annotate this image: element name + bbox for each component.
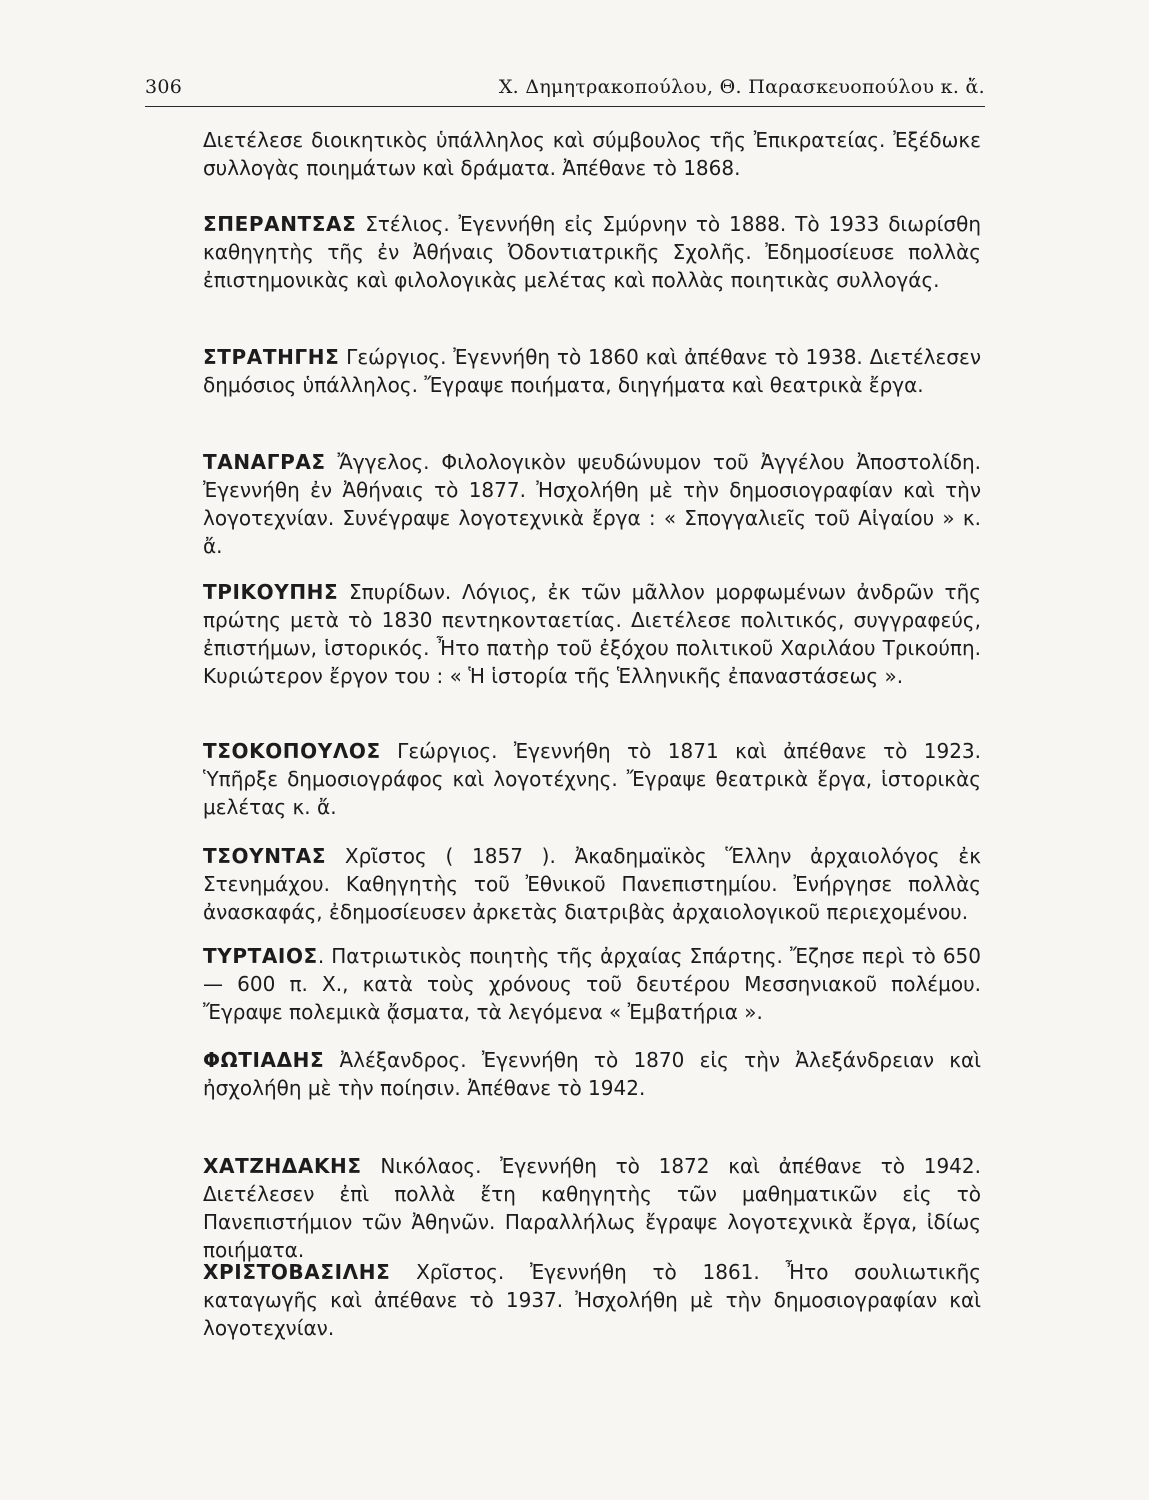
- entry-trikoupis: [203, 578, 981, 690]
- entry-name: ΣΤΡΑΤΗΓΗΣ: [203, 345, 340, 369]
- entry-text: Διετέλεσε διοικητικὸς ὑπάλληλος καὶ σύμβουλος τῆς Ἐπικρατείας. Ἐξέδωκε συλλογὰς ποιημάτων καὶ δράματα. Ἀπέθανε τὸ 1868.: [203, 128, 981, 180]
- page-number: 306: [145, 76, 183, 98]
- entry-text: Στέλιος. Ἐγεννήθη εἰς Σμύρνην τὸ 1888. Τὸ 1933 διωρίσθη καθηγητὴς τῆς ἐν Ἀθήναις Ὀδοντιατρικῆς Σχολῆς. Ἐδημοσίευσε πολλὰς ἐπιστημονικὰς καὶ φιλολογικὰς μελέτας καὶ πολλὰς ποιητικὰς συλλογάς.: [203, 212, 981, 292]
- entry-text: Χρῖστος. Ἐγεννήθη τὸ 1861. Ἦτο σουλιωτικῆς καταγωγῆς καὶ ἀπέθανε τὸ 1937. Ἠσχολήθη μὲ τὴν δημοσιογραφίαν καὶ λογοτεχνίαν.: [203, 1260, 981, 1340]
- entry-fotiadis: [203, 1046, 981, 1102]
- entry-text: . Πατριωτικὸς ποιητὴς τῆς ἀρχαίας Σπάρτης. Ἔζησε περὶ τὸ 650 — 600 π. Χ., κατὰ τοὺς χρόνους τοῦ δευτέρου Μεσσηνιακοῦ πολέμου. Ἔγραψε πολεμικὰ ᾄσματα, τὰ λεγόμενα « Ἐμβατήρια ».: [203, 944, 981, 1024]
- entry-text: Νικόλαος. Ἐγεννήθη τὸ 1872 καὶ ἀπέθανε τὸ 1942. Διετέλεσεν ἐπὶ πολλὰ ἔτη καθηγητὴς τῶν μαθηματικῶν εἰς τὸ Πανεπιστήμιον τῶν Ἀθηνῶν. Παραλλήλως ἔγραψε λογοτεχνικὰ ἔργα, ἰδίως ποιήματα.: [203, 1154, 981, 1262]
- entry-name: ΧΡΙΣΤΟΒΑΣΙΛΗΣ: [203, 1260, 391, 1284]
- entry-name: ΤΣΟΚΟΠΟΥΛΟΣ: [203, 739, 381, 763]
- entry-name: ΦΩΤΙΑΔΗΣ: [203, 1048, 325, 1072]
- entry-text: Χρῖστος ( 1857 ). Ἀκαδημαϊκὸς Ἕλλην ἀρχαιολόγος ἐκ Στενημάχου. Καθηγητὴς τοῦ Ἐθνικοῦ Πανεπιστημίου. Ἐνήργησε πολλὰς ἀνασκαφάς, ἐδημοσίευσεν ἀρκετὰς διατριβὰς ἀρχαιολογικοῦ περιεχομένου.: [203, 844, 981, 924]
- entry-text: Γεώργιος. Ἐγεννήθη τὸ 1871 καὶ ἀπέθανε τὸ 1923. Ὑπῆρξε δημοσιογράφος καὶ λογοτέχνης. Ἔγραψε θεατρικὰ ἔργα, ἱστορικὰς μελέτας κ. ἄ.: [203, 739, 981, 819]
- entry-text: Ἀλέξανδρος. Ἐγεννήθη τὸ 1870 εἰς τὴν Ἀλεξάνδρειαν καὶ ἠσχολήθη μὲ τὴν ποίησιν. Ἀπέθανε τὸ 1942.: [203, 1048, 981, 1100]
- entry-tyrtaios: [203, 942, 981, 1026]
- entry-text: Γεώργιος. Ἐγεννήθη τὸ 1860 καὶ ἀπέθανε τὸ 1938. Διετέλεσεν δημόσιος ὑπάλληλος. Ἔγραψε ποιήματα, διηγήματα καὶ θεατρικὰ ἔργα.: [203, 345, 981, 397]
- entry-stratigis: [203, 343, 981, 399]
- entry-chatzidakis: [203, 1152, 981, 1264]
- entry-name: ΧΑΤΖΗΔΑΚΗΣ: [203, 1154, 362, 1178]
- entry-text: Ἄγγελος. Φιλολογικὸν ψευδώνυμον τοῦ Ἀγγέλου Ἀποστολίδη. Ἐγεννήθη ἐν Ἀθήναις τὸ 1877. Ἠσχολήθη μὲ τὴν δημοσιογραφίαν καὶ τὴν λογοτεχνίαν. Συνέγραψε λογοτεχνικὰ ἔργα : « Σπογγαλιεῖς τοῦ Αἰγαίου » κ. ἄ.: [203, 450, 981, 558]
- entry-name: ΤΡΙΚΟΥΠΗΣ: [203, 580, 339, 604]
- running-title: Χ. Δημητρακοπούλου, Θ. Παρασκευοπούλου κ. ἄ.: [498, 76, 985, 98]
- entry-name: ΣΠΕΡΑΝΤΣΑΣ: [203, 212, 357, 236]
- entry-tanagras: [203, 448, 981, 560]
- entry-continuation: [203, 126, 981, 182]
- entry-name: ΤΣΟΥΝΤΑΣ: [203, 844, 327, 868]
- entry-tsountas: [203, 842, 981, 926]
- entry-sperantsas: [203, 210, 981, 294]
- entry-name: ΤΥΡΤΑΙΟΣ: [203, 944, 318, 968]
- entry-name: ΤΑΝΑΓΡΑΣ: [203, 450, 326, 474]
- entry-text: Σπυρίδων. Λόγιος, ἐκ τῶν μᾶλλον μορφωμένων ἀνδρῶν τῆς πρώτης μετὰ τὸ 1830 πεντηκονταετίας. Διετέλεσε πολιτικός, συγγραφεύς, ἐπιστήμων, ἱστορικός. Ἦτο πατὴρ τοῦ ἐξόχου πολιτικοῦ Χαριλάου Τρικούπη. Κυριώτερον ἔργον του : « Ἡ ἱστορία τῆς Ἑλληνικῆς ἐπαναστάσεως ».: [203, 580, 981, 688]
- entry-tsokopoulos: [203, 737, 981, 821]
- entry-christovasilis: [203, 1258, 981, 1342]
- running-head: [145, 72, 985, 107]
